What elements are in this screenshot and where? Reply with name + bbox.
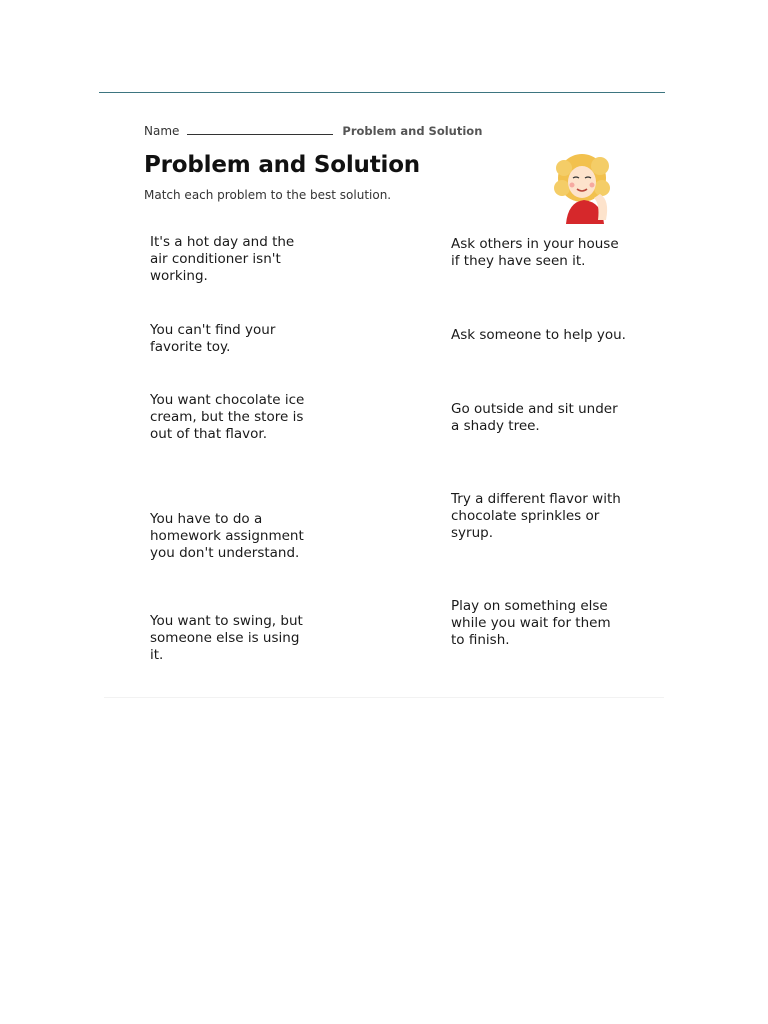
header-tag: Problem and Solution	[342, 124, 483, 138]
name-label: Name	[144, 124, 180, 138]
solution-1: Ask others in your house if they have seen it.	[451, 236, 619, 269]
worksheet	[104, 112, 664, 697]
name-blank-line	[187, 126, 333, 135]
problem-4: You have to do a homework assignment you don't understand.	[150, 511, 304, 561]
page-title: Problem and Solution	[144, 152, 420, 178]
solution-3: Go outside and sit under a shady tree.	[451, 401, 618, 434]
top-divider	[99, 92, 665, 93]
solution-4: Try a different flavor with chocolate sprinkles or syrup.	[451, 491, 621, 541]
problem-5: You want to swing, but someone else is using it.	[150, 613, 303, 663]
solution-5: Play on something else while you wait for them to finish.	[451, 598, 611, 648]
problem-2: You can't find your favorite toy.	[150, 322, 276, 355]
problem-3: You want chocolate ice cream, but the store is out of that flavor.	[150, 392, 305, 442]
problem-1: It's a hot day and the air conditioner isn't working.	[150, 234, 295, 284]
instructions: Match each problem to the best solution.	[144, 188, 392, 202]
solution-2: Ask someone to help you.	[451, 327, 626, 343]
name-row	[144, 124, 482, 138]
girl-illustration-icon	[552, 148, 618, 224]
